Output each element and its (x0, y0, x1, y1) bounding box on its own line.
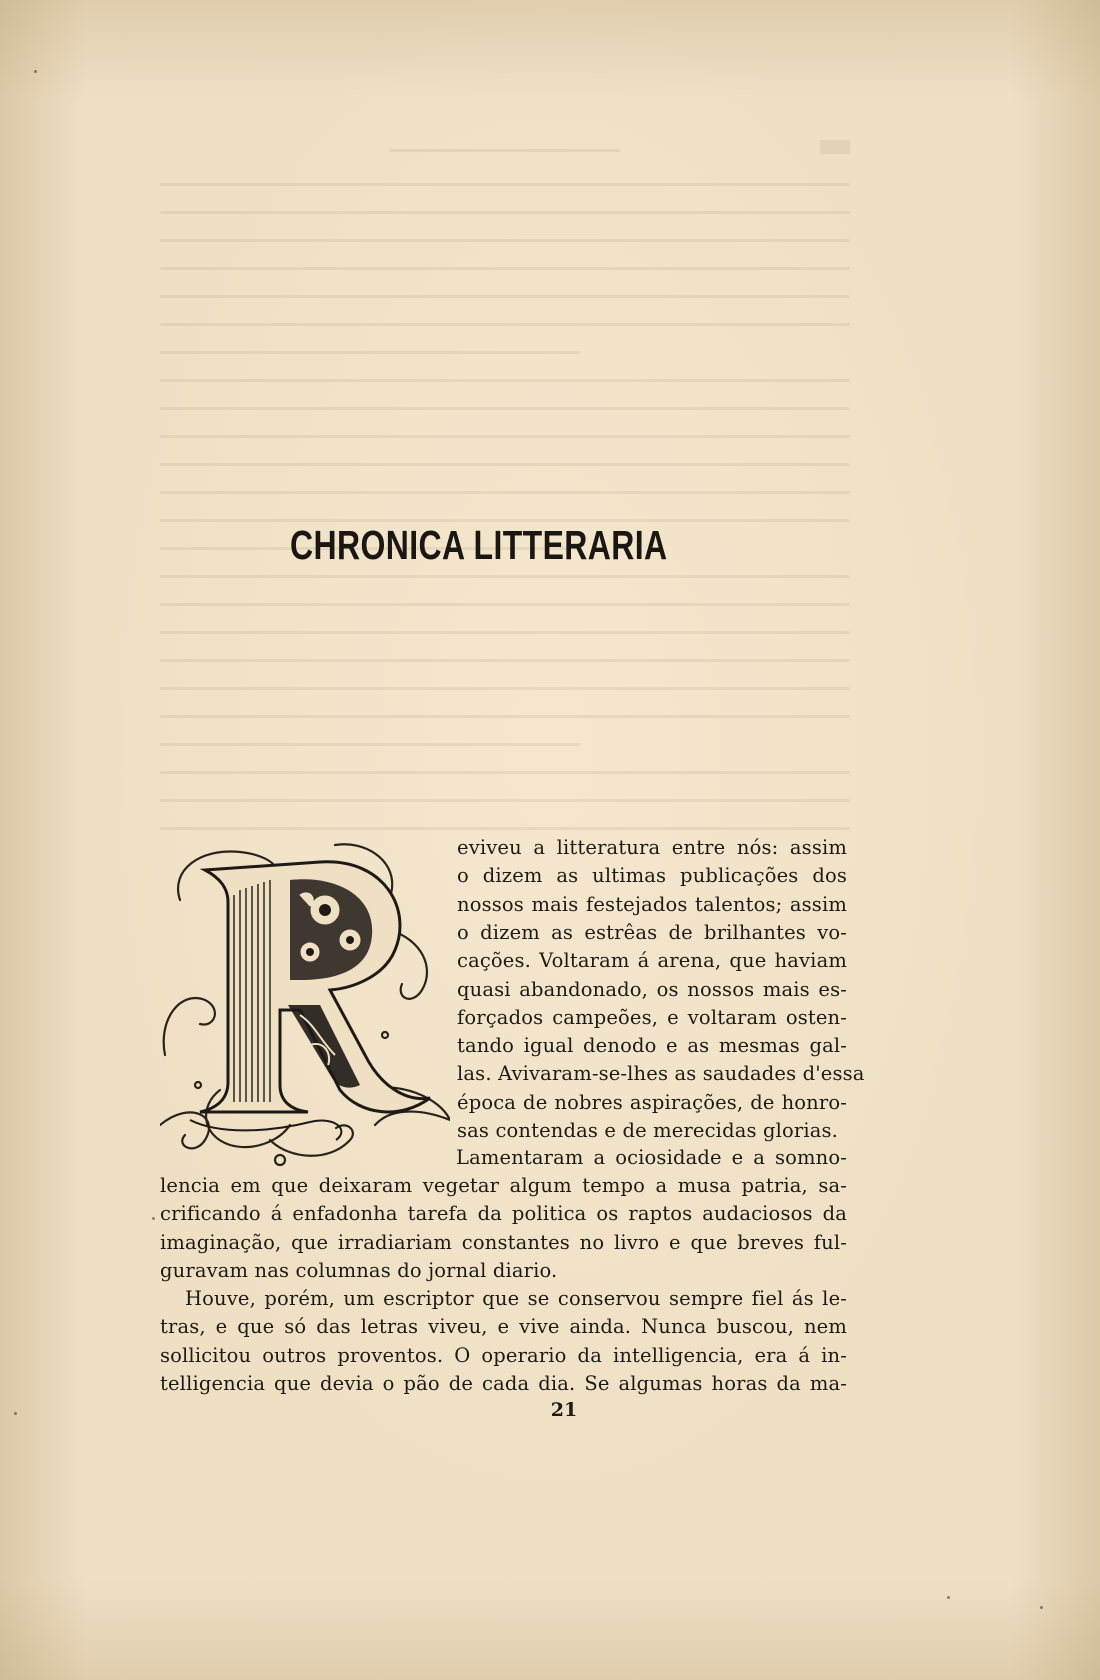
paragraph-line: quasi abandonado, os nossos mais es- (457, 977, 847, 1001)
bleed-line (160, 631, 850, 634)
bleed-line (160, 407, 850, 410)
paragraph-line: crificando á enfadonha tarefa da politica os raptos audaciosos da (160, 1202, 847, 1226)
paragraph-line: o dizem as ultimas publicações dos (457, 864, 847, 888)
bleed-header (390, 149, 620, 152)
bleed-line (160, 715, 850, 718)
bleed-line (160, 435, 850, 438)
bleed-line (160, 295, 850, 298)
bleed-line (160, 799, 850, 802)
paper-speck (947, 1596, 950, 1599)
bleed-line (160, 183, 850, 186)
paragraph-line: sas contendas e de merecidas glorias. (457, 1119, 839, 1142)
paragraph-line: lencia em que deixaram vegetar algum tempo a musa patria, sa- (160, 1174, 847, 1197)
chapter-title: CHRONICA LITTERARIA (290, 522, 668, 568)
paragraph-line: forçados campeões, e voltaram osten- (457, 1005, 847, 1029)
bleed-line (160, 827, 850, 830)
reverse-side-bleed-through (160, 135, 860, 835)
page-number: 21 (550, 1399, 578, 1421)
paper-speck (34, 70, 37, 73)
bleed-line (160, 491, 850, 494)
paragraph-line: tando igual denodo e as mesmas gal- (457, 1034, 847, 1058)
bleed-folio (820, 140, 850, 154)
bleed-line (160, 239, 850, 242)
paragraph-line: eviveu a litteratura entre nós: assim (457, 836, 847, 859)
paragraph-line: tras, e que só das letras viveu, e vive ainda. Nunca buscou, nem (160, 1315, 847, 1339)
paragraph-line: guravam nas columnas do jornal diario. (160, 1258, 558, 1282)
paragraph-line: época de nobres aspirações, de honro- (457, 1090, 847, 1114)
bleed-line (160, 379, 850, 382)
bleed-line (160, 603, 850, 606)
bleed-line (160, 771, 850, 774)
bleed-line (160, 211, 850, 214)
bleed-line (160, 659, 850, 662)
paragraph-line: imaginação, que irradiariam constantes no livro e que breves ful- (160, 1230, 847, 1254)
paragraph-line: Lamentaram a ociosidade e a somno- (456, 1146, 847, 1169)
paragraph-line: las. Avivaram-se-lhes as saudades d'essa (457, 1062, 865, 1086)
paper-speck (152, 1217, 155, 1220)
paragraph-line: sollicitou outros proventos. O operario da intelligencia, era á in- (160, 1343, 847, 1367)
decorated-drop-cap-r-icon (160, 840, 450, 1170)
bleed-line (160, 351, 580, 354)
paragraph-line: o dizem as estrêas de brilhantes vo- (457, 920, 847, 944)
bleed-line (160, 743, 580, 746)
bleed-line (160, 575, 850, 578)
bleed-line (160, 687, 850, 690)
paragraph-line: Houve, porém, um escriptor que se conservou sempre fiel ás le- (185, 1287, 847, 1310)
paragraph-line: cações. Voltaram á arena, que haviam (457, 949, 847, 973)
paper-speck (1040, 1606, 1043, 1609)
paragraph-line: nossos mais festejados talentos; assim (457, 892, 847, 916)
paper-speck (14, 1412, 17, 1415)
bleed-line (160, 463, 850, 466)
paragraph-line: telligencia que devia o pão de cada dia. Se algumas horas da ma- (160, 1371, 847, 1395)
bleed-line (160, 323, 850, 326)
bleed-line (160, 267, 850, 270)
